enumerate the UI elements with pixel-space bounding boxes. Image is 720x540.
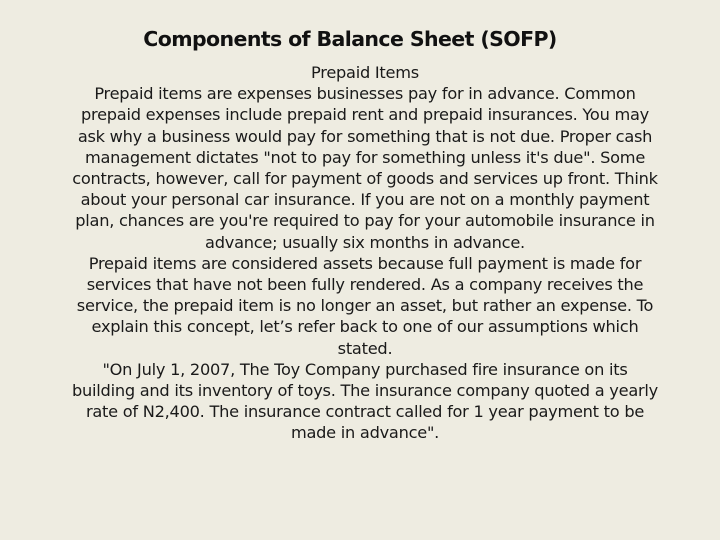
subheading: Prepaid Items [311, 63, 419, 82]
paragraph-example: "On July 1, 2007, The Toy Company purchased fire insurance on its building and its inventory of toys. The insurance company quoted a yearly rate of N2,400. The insurance contract called for 1 year payment to be made in advance". [72, 359, 658, 443]
paragraph-definition: Prepaid items are expenses businesses pay for in advance. Common prepaid expenses include prepaid rent and prepaid insurances. You may ask why a business would pay for something that is not due. Proper cash management dictates "not to pay for something unless it's due". Some contracts, however, call for payment of goods and services up front. Think about your personal car insurance. If you are not on a monthly payment plan, chances are you're required to pay for your automobile insurance in advance; usually six months in advance. [72, 84, 658, 252]
paragraph-assets: Prepaid items are considered assets because full payment is made for services that have not been fully rendered. As a company receives the service, the prepaid item is no longer an asset, but rather an expense. To explain this concept, let’s refer back to one of our assumptions which stated. [76, 253, 654, 358]
slide-content [70, 62, 660, 444]
slide-title: Components of Balance Sheet (SOFP) [143, 27, 557, 51]
